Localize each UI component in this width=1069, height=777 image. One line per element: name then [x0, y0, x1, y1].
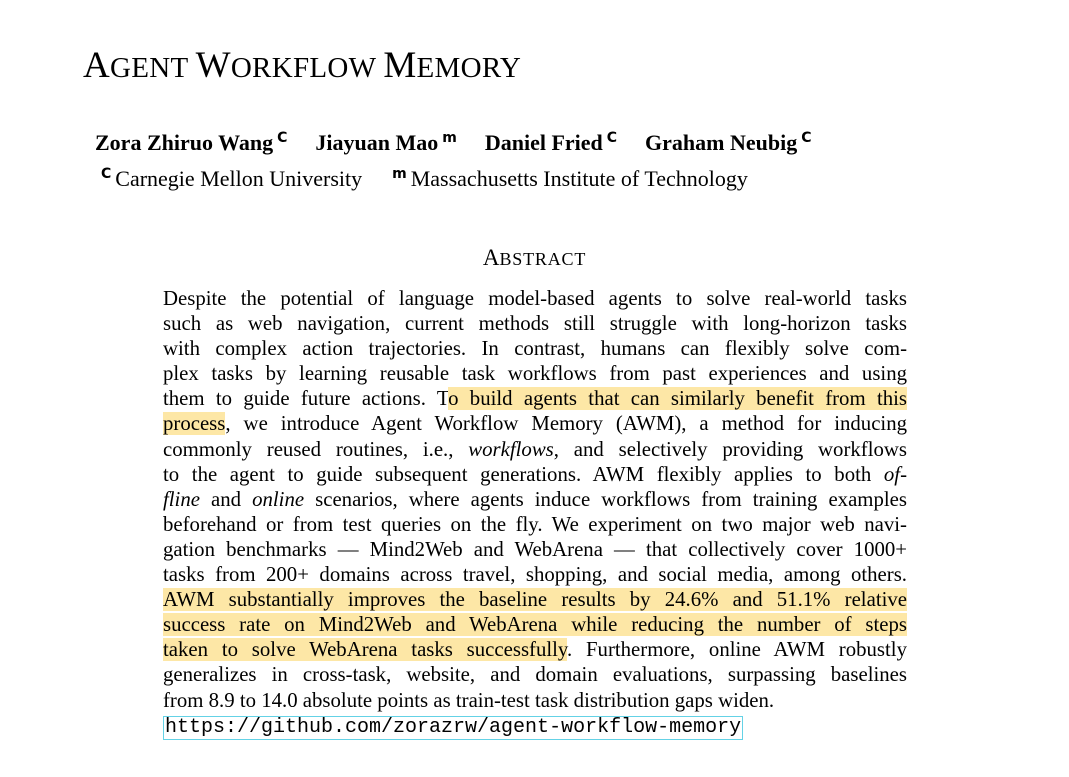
- text-run: Despite the potential of language model-based agents to solve real-world tasks: [163, 287, 907, 310]
- affiliation-name: Massachusetts Institute of Technology: [410, 166, 748, 191]
- affiliation: [101, 159, 362, 194]
- text-run: them to guide future actions. T: [163, 387, 449, 411]
- title-smallcaps: EMORY: [416, 52, 522, 84]
- text-run: from 8.9 to 14.0 absolute points as train-test task distribution gaps widen.: [163, 688, 775, 712]
- abstract-line: [163, 386, 907, 411]
- abstract-line: [163, 662, 907, 687]
- highlighted-text: success rate on Mind2Web and WebArena while reducing the number of steps: [163, 613, 907, 637]
- text-run: , and selectively providing workflows: [553, 437, 907, 461]
- highlighted-text: AWM substantially improves the baseline results by 24.6% and 51.1% relative: [163, 588, 907, 612]
- affiliation-mark-icon: m: [442, 130, 457, 146]
- abstract-line: [163, 487, 907, 512]
- author-name: Zora Zhiruo Wang: [95, 130, 274, 155]
- abstract-line: [163, 587, 907, 612]
- title-initial: A: [83, 45, 111, 86]
- abstract-line: [163, 688, 907, 713]
- author: [95, 123, 287, 158]
- author: [485, 123, 617, 158]
- title-smallcaps: ORKFLOW: [230, 52, 384, 84]
- text-run: scenarios, where agents induce workflows from training examples: [304, 487, 907, 511]
- emphasized-text: of-: [883, 462, 907, 486]
- abstract-line: [163, 612, 907, 637]
- text-run: to the agent to guide subsequent generations. AWM flexibly applies to both: [163, 462, 884, 486]
- highlighted-text: o build agents that can similarly benefit from this: [448, 387, 907, 411]
- abstract-body: [163, 286, 907, 738]
- affiliation-list: [101, 159, 748, 194]
- emphasized-text: online: [252, 487, 305, 511]
- affiliation-mark-icon: C: [277, 130, 288, 146]
- text-run: generalizes in cross-task, website, and domain evaluations, surpassing baselines: [163, 663, 907, 687]
- highlighted-text: process: [163, 412, 226, 436]
- affiliation-mark-icon: C: [801, 130, 812, 146]
- code-link-line: [163, 713, 907, 738]
- abstract-line: [163, 361, 907, 386]
- affiliation-mark-icon: C: [101, 166, 112, 182]
- author-name: Graham Neubig: [645, 130, 798, 155]
- highlighted-text: taken to solve WebArena tasks successfully: [163, 638, 567, 662]
- title-smallcaps: GENT: [110, 52, 196, 84]
- author: [315, 123, 456, 158]
- author-name: Jiayuan Mao: [315, 130, 439, 155]
- abstract-heading-smallcaps: BSTRACT: [499, 249, 587, 269]
- abstract-heading: [0, 241, 1069, 276]
- text-run: plex tasks by learning reusable task workflows from past experiences and using: [163, 362, 907, 386]
- abstract-line: [163, 336, 907, 361]
- abstract-line: [163, 286, 907, 311]
- text-run: , we introduce Agent Workflow Memory (AWM), a method for inducing: [225, 412, 907, 436]
- abstract-line: [163, 512, 907, 537]
- abstract-line: [163, 462, 907, 487]
- text-run: gation benchmarks — Mind2Web and WebArena — that collectively cover 1000+: [163, 537, 907, 561]
- text-run: commonly reused routines, i.e.,: [163, 437, 469, 461]
- title-initial: M: [383, 45, 417, 86]
- text-run: with complex action trajectories. In contrast, humans can flexibly solve com-: [163, 337, 907, 361]
- abstract-line: [163, 562, 907, 587]
- author: [645, 123, 811, 158]
- code-repository-link[interactable]: https://github.com/zorazrw/agent-workflow-memory: [165, 715, 742, 739]
- abstract-line: [163, 311, 907, 336]
- affiliation: [392, 159, 748, 194]
- author-name: Daniel Fried: [484, 130, 603, 155]
- author-list: [95, 123, 812, 158]
- text-run: such as web navigation, current methods still struggle with long-horizon tasks: [163, 312, 907, 336]
- affiliation-mark-icon: m: [392, 166, 407, 182]
- abstract-line: [163, 411, 907, 436]
- affiliation-mark-icon: C: [606, 130, 618, 146]
- abstract-heading-initial: A: [482, 245, 500, 270]
- text-run: beforehand or from test queries on the fly. We experiment on two major web navi-: [163, 512, 907, 536]
- title-initial: W: [195, 45, 231, 86]
- paper-title: [83, 44, 521, 90]
- text-run: and: [199, 487, 253, 511]
- affiliation-name: Carnegie Mellon University: [115, 166, 363, 191]
- abstract-line: [163, 637, 907, 662]
- emphasized-text: fline: [163, 487, 200, 511]
- text-run: . Furthermore, online AWM robustly: [566, 638, 907, 662]
- text-run: tasks from 200+ domains across travel, shopping, and social media, among others.: [163, 563, 907, 587]
- abstract-line: [163, 537, 907, 562]
- abstract-line: [163, 437, 907, 462]
- emphasized-text: workflows: [468, 437, 554, 461]
